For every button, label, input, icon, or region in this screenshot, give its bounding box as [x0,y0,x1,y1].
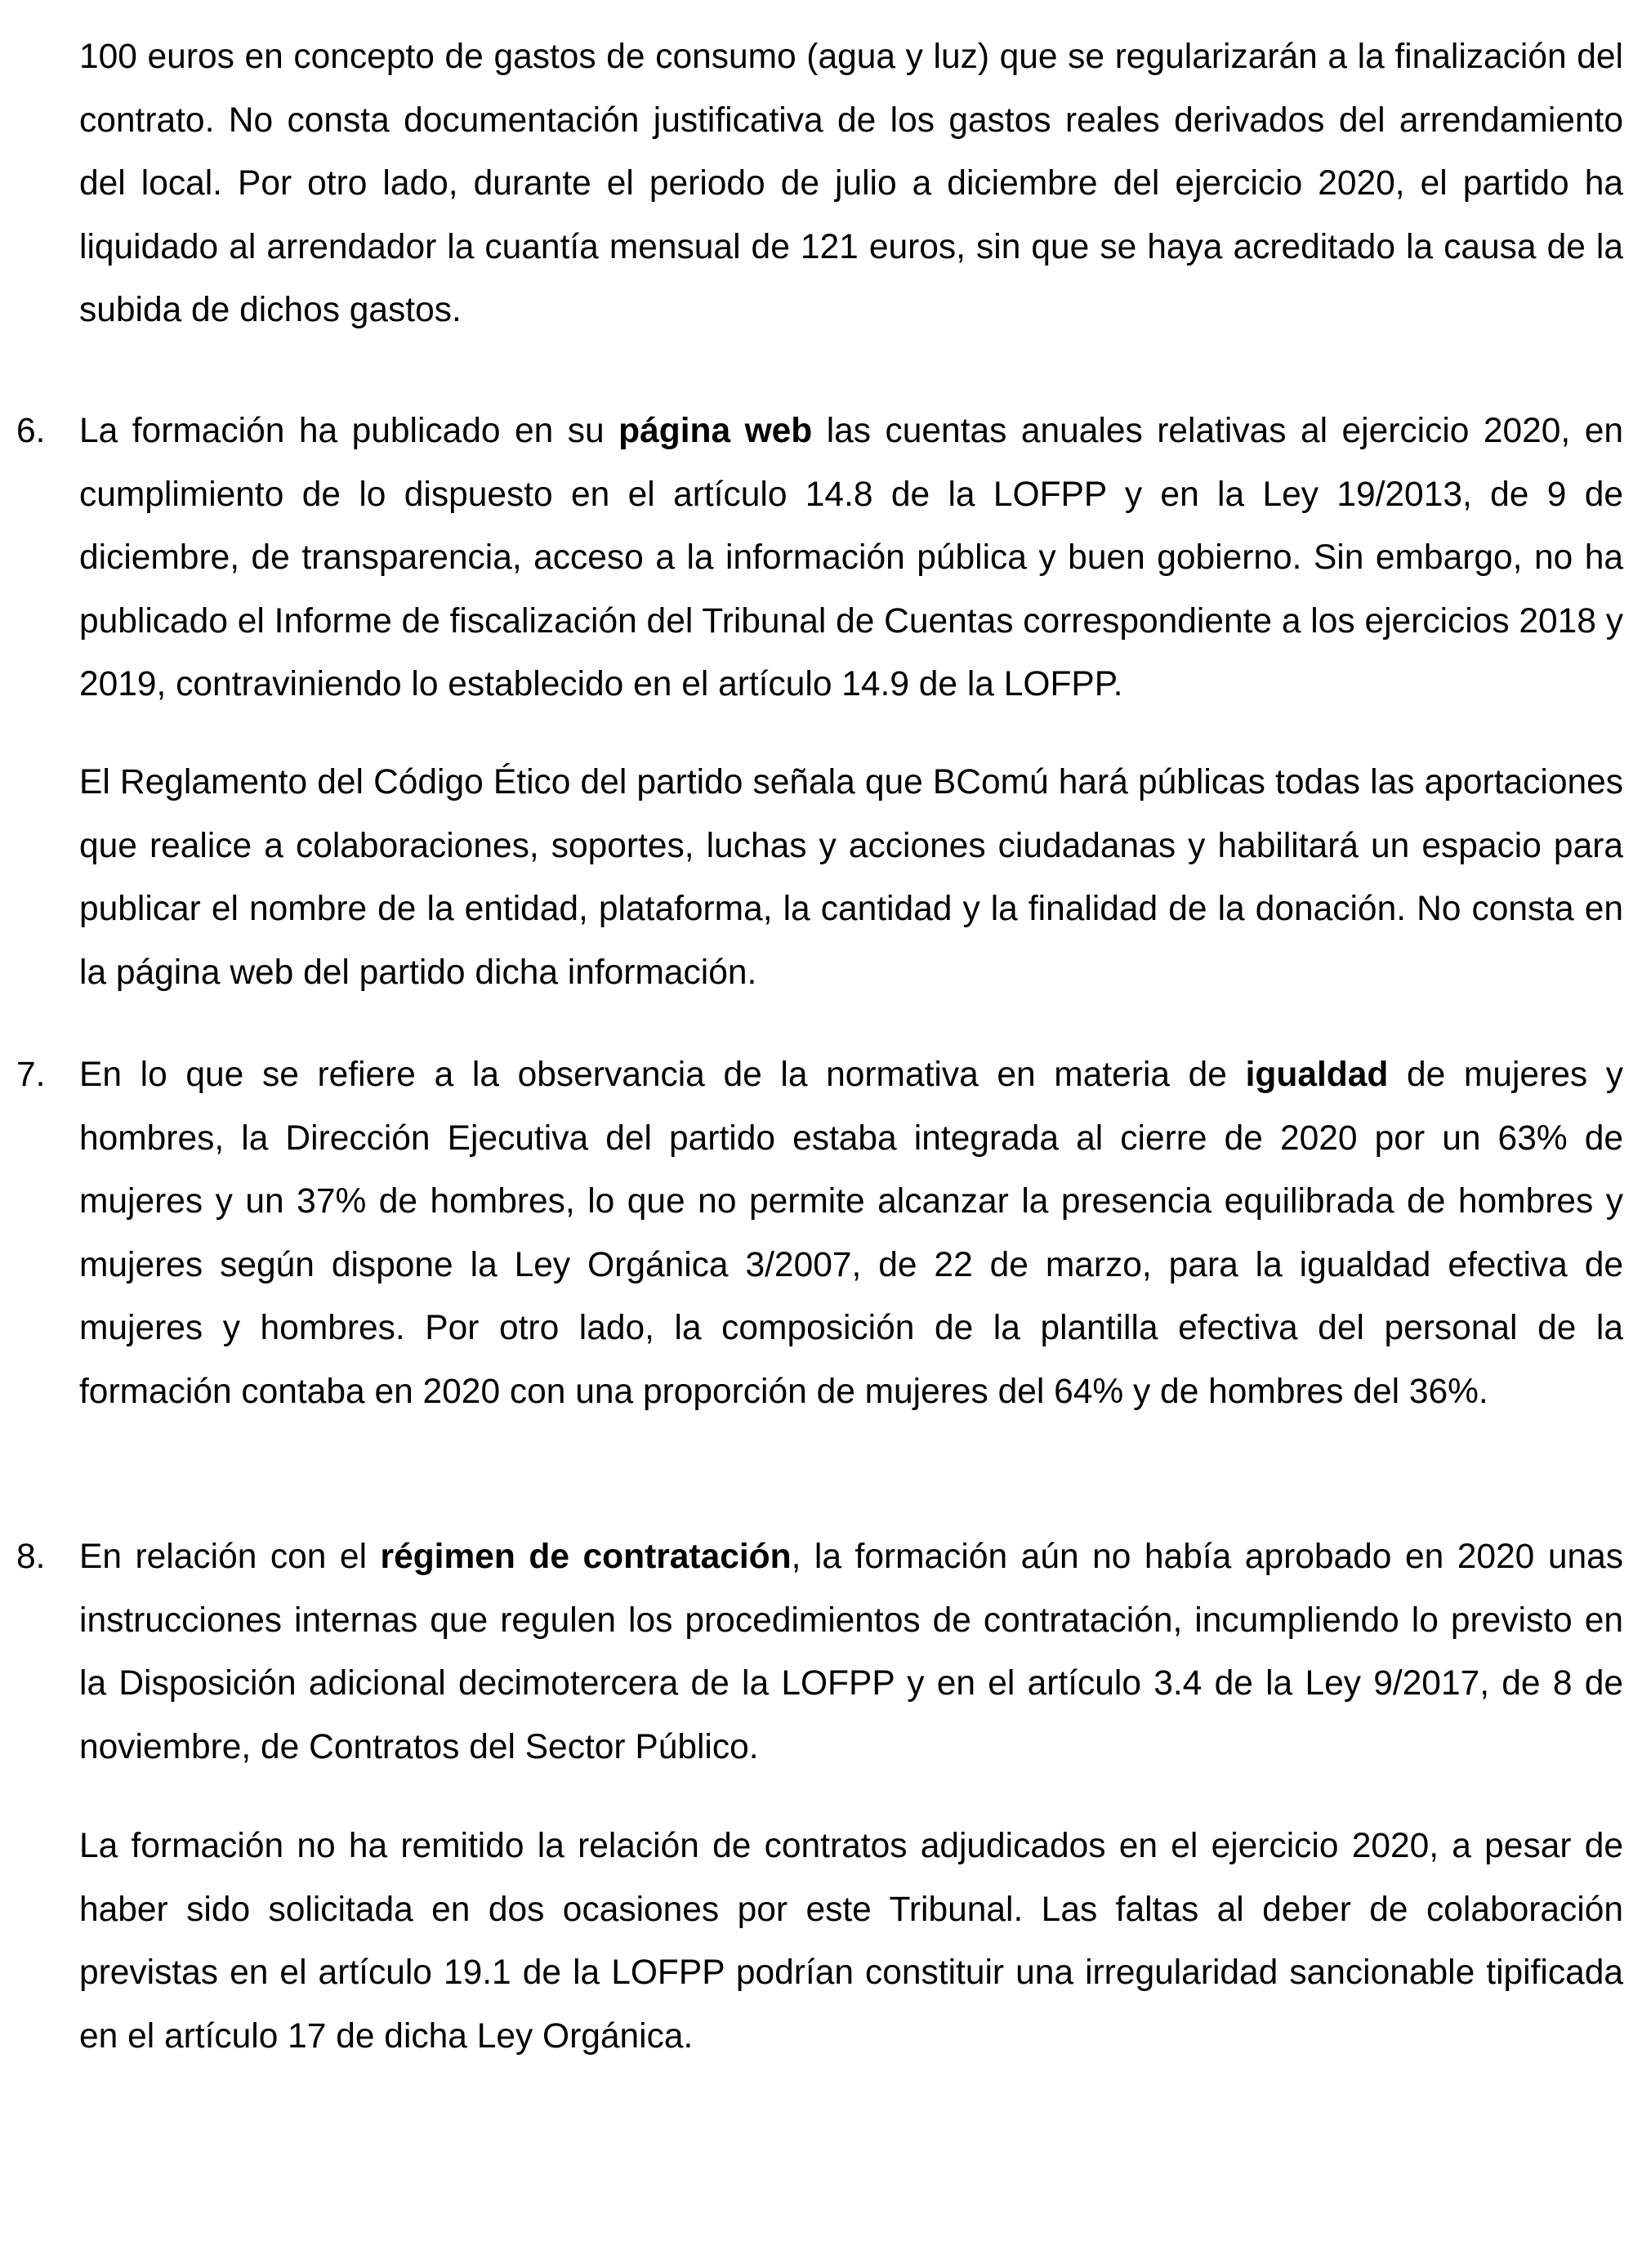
bold-term-regimen-contratacion: régimen de contratación [380,1538,792,1576]
paragraph-continuation: 100 euros en concepto de gastos de consumo (agua y luz) que se regularizarán a la finalización del contrato. No consta documentación justificativa de los gastos reales derivados del arrendamiento del local. Por otro lado, durante el periodo de julio a diciembre del ejercicio 2020, el partido ha liquidado al arrendador la cuantía mensual de 121 euros, sin que se haya acreditado la causa de la subida de dichos gastos. [79,38,1623,329]
paragraph-item-8-continued: La formación no ha remitido la relación de contratos adjudicados en el ejercicio 2020, a pesar de haber sido solicitada en dos ocasiones por este Tribunal. Las faltas al deber de colaboración previstas en el artículo 19.1 de la LOFPP podrían constituir una irregularidad sancionable tipificada en el artículo 17 de dicha Ley Orgánica. [79,1827,1623,2056]
paragraph-item-6-continued: El Reglamento del Código Ético del partido señala que BComú hará públicas todas las aportaciones que realice a colaboraciones, soportes, luchas y acciones ciudadanas y habilitará un espacio para publicar el nombre de la entidad, plataforma, la cantidad y la finalidad de la donación. No consta en la página web del partido dicha información. [79,763,1623,992]
bold-term-igualdad: igualdad [1245,1056,1389,1094]
item-number-8: 8. [16,1538,46,1576]
item-number-7: 7. [16,1056,46,1094]
paragraph-item-7: En lo que se refiere a la observancia de la normativa en materia de igualdad de mujeres y hombres, la Dirección Ejecutiva del partido estaba integrada al cierre de 2020 por un 63% de mujeres y un 37% de hombres, lo que no permite alcanzar la presencia equilibrada de hombres y mujeres según dispone la Ley Orgánica 3/2007, de 22 de marzo, para la igualdad efectiva de mujeres y hombres. Por otro lado, la composición de la plantilla efectiva del personal de la formación contaba en 2020 con una proporción de mujeres del 64% y de hombres del 36%. [79,1056,1623,1411]
paragraph-item-6: La formación ha publicado en su página web las cuentas anuales relativas al ejercicio 2020, en cumplimiento de lo dispuesto en el artículo 14.8 de la LOFPP y en la Ley 19/2013, de 9 de diciembre, de transparencia, acceso a la información pública y buen gobierno. Sin embargo, no ha publicado el Informe de fiscalización del Tribunal de Cuentas correspondiente a los ejercicios 2018 y 2019, contraviniendo lo establecido en el artículo 14.9 de la LOFPP. [79,412,1623,703]
paragraph-item-8: En relación con el régimen de contratación, la formación aún no había aprobado en 2020 unas instrucciones internas que regulen los procedimientos de contratación, incumpliendo lo previsto en la Disposición adicional decimotercera de la LOFPP y en el artículo 3.4 de la Ley 9/2017, de 8 de noviembre, de Contratos del Sector Público. [79,1538,1623,1766]
bold-term-pagina-web: página web [618,412,813,450]
item-number-6: 6. [16,412,46,450]
